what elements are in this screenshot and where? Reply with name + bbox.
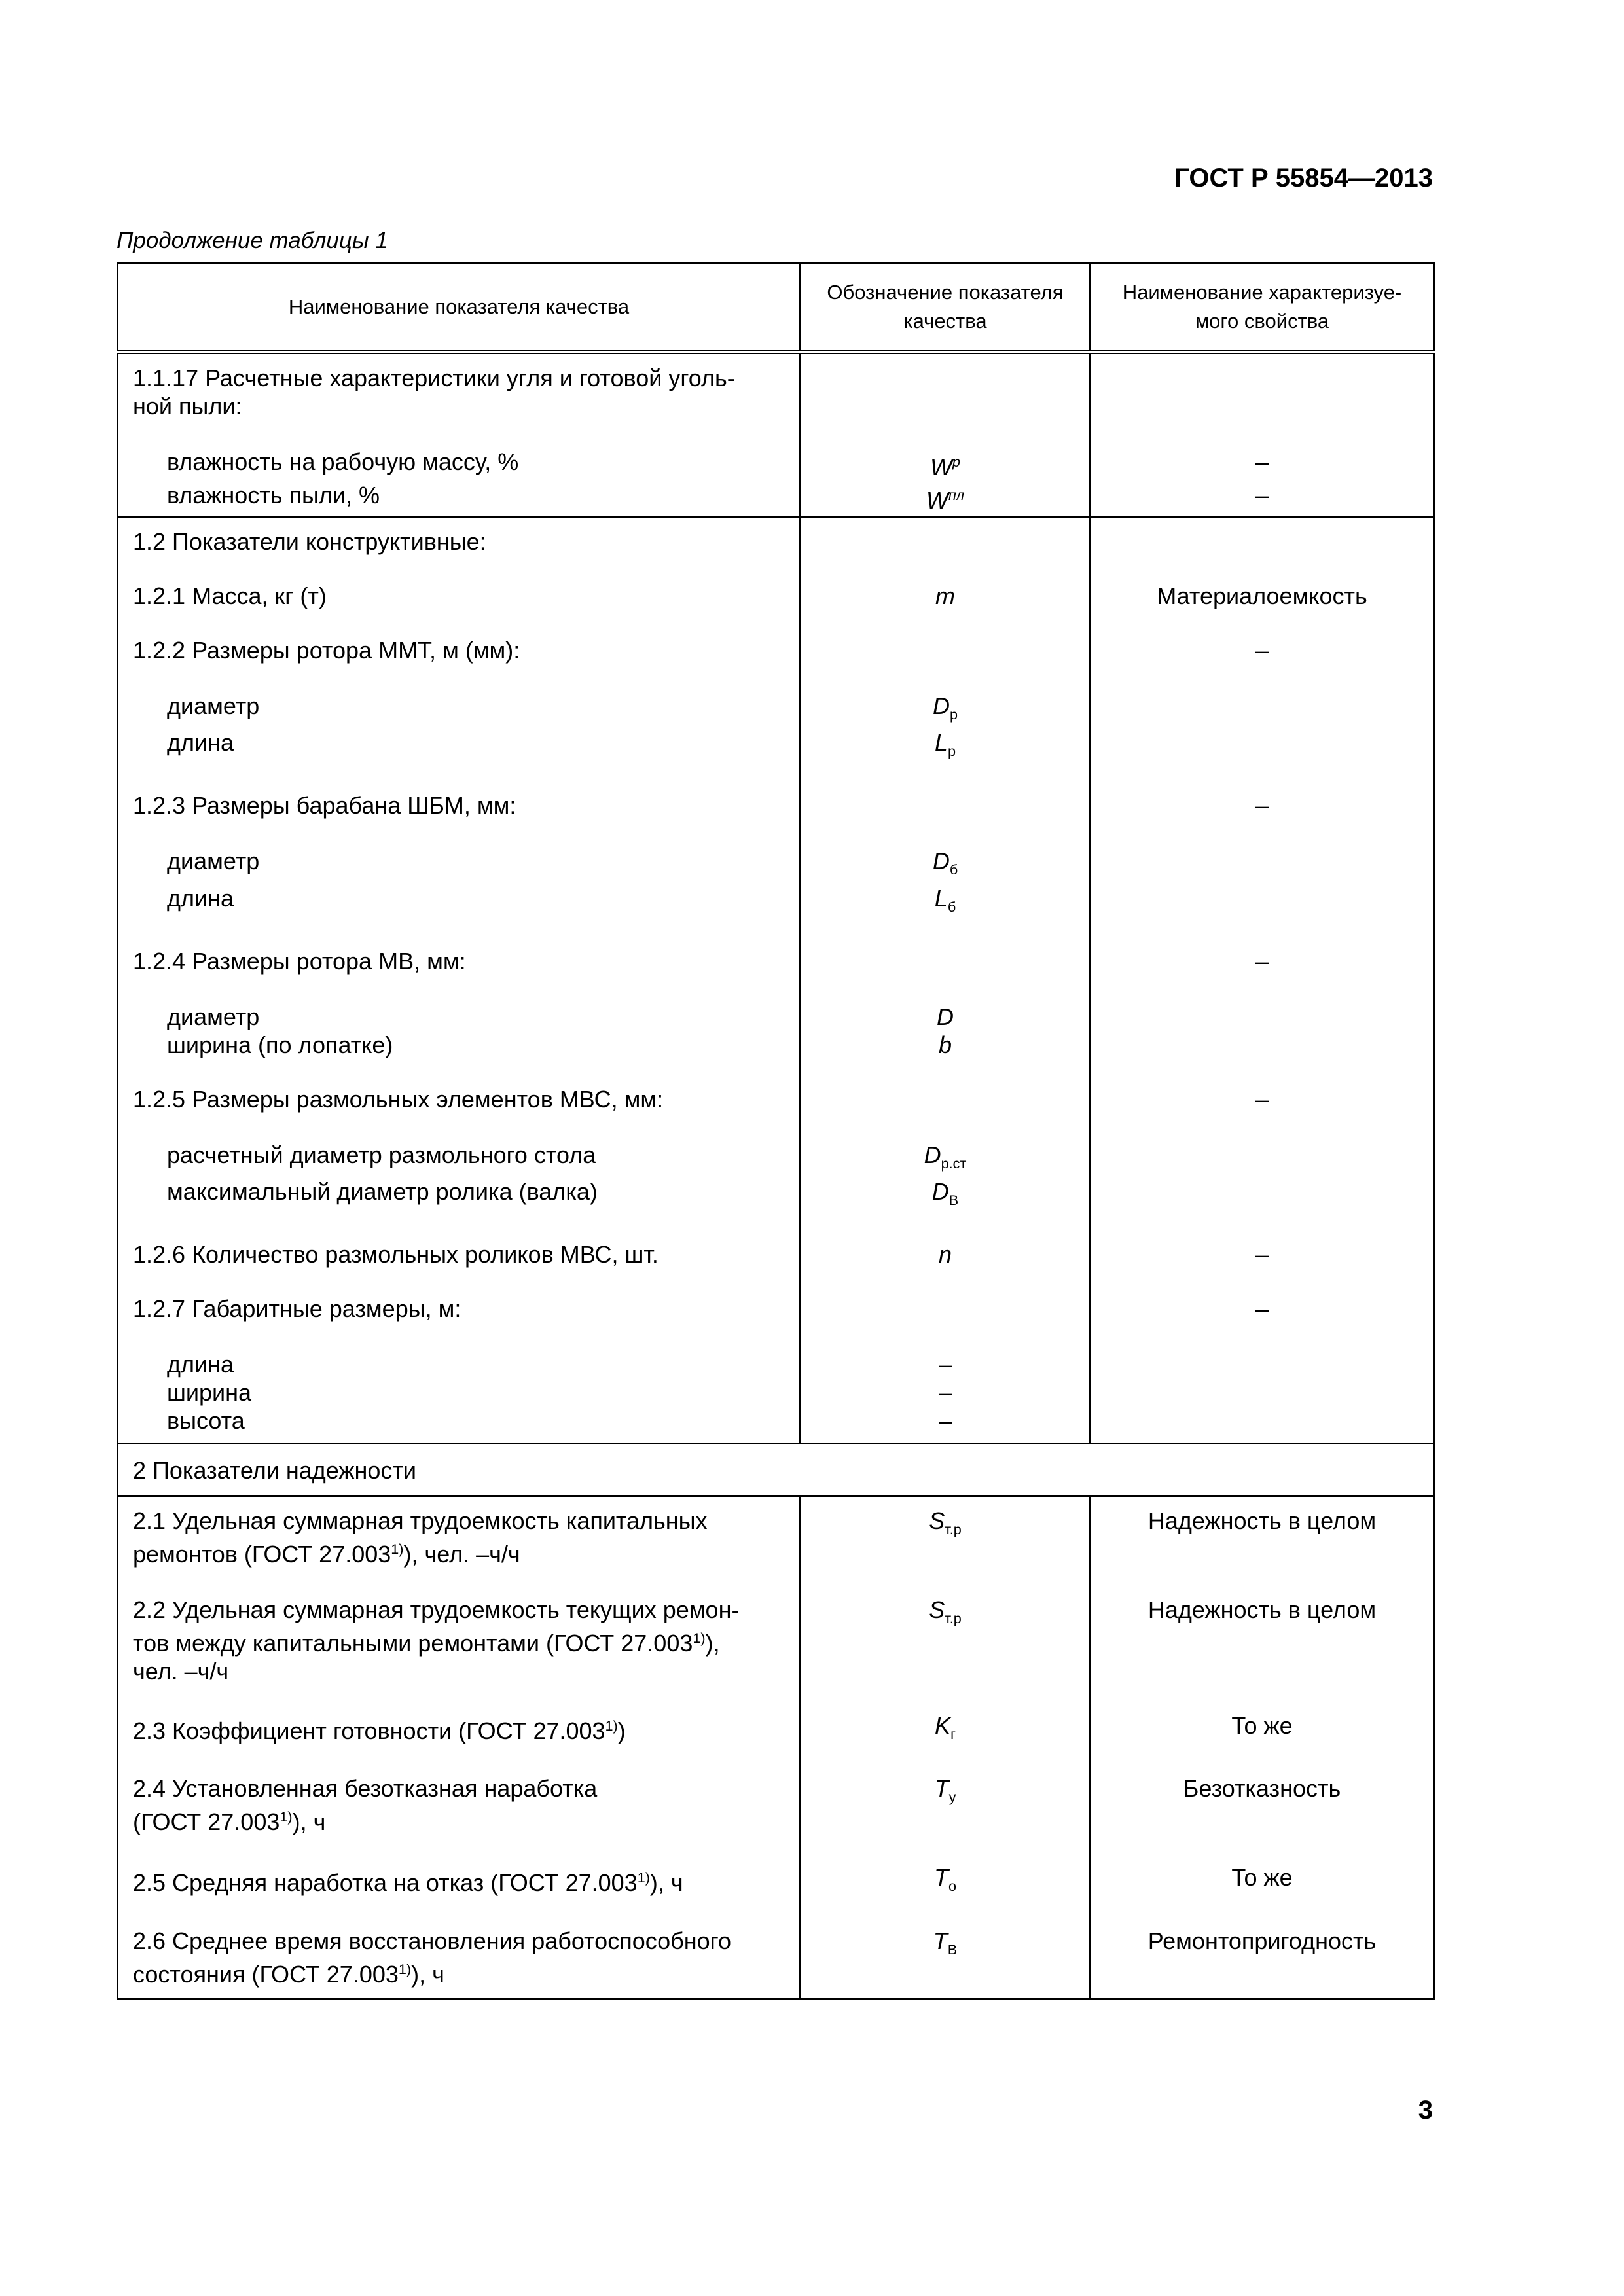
page-number: 3: [1418, 2096, 1433, 2125]
indicator-name: 1.2.4 Размеры ротора МВ, мм:: [133, 947, 466, 975]
indicator-name: 1.2.6 Количество размольных роликов МВС, шт.: [133, 1241, 659, 1268]
indicator-name: 2.5 Средняя наработка на отказ (ГОСТ 27.003$^{1)}$), ч: [133, 1869, 683, 1897]
indicator-name: 2.1 Удельная суммарная трудоемкость капитальных ремонтов (ГОСТ 27.003$^{1)}$), чел. –ч/ч: [133, 1507, 708, 1568]
indicator-name: диаметр: [167, 1003, 260, 1030]
property-name: –: [1255, 792, 1269, 819]
quality-indicators-table: [117, 262, 1435, 2000]
indicator-name: ширина: [167, 1379, 252, 1407]
table-row: [118, 1059, 1434, 1113]
table-header-row: [118, 263, 1434, 352]
section-title: 2 Показатели надежности: [133, 1457, 416, 1484]
table-row: [118, 728, 1434, 765]
table-row: [118, 1378, 1434, 1407]
indicator-name: длина: [167, 1351, 234, 1378]
indicator-symbol: D: [937, 1003, 954, 1030]
table-row: [118, 1568, 1434, 1685]
table-row: [118, 517, 1434, 556]
column-header-symbol: Обозначение показателя качества: [801, 263, 1091, 352]
standard-code: ГОСТ Р 55854—2013: [1174, 164, 1433, 192]
indicator-symbol: n: [938, 1241, 952, 1268]
indicator-name: диаметр: [167, 848, 260, 875]
indicator-symbol: $L_б$: [934, 884, 956, 915]
property-name: –: [1255, 448, 1269, 475]
property-name: –: [1255, 1295, 1269, 1323]
table-row: [118, 420, 1434, 481]
column-header-property: Наименование характеризуе-мого свойства: [1091, 263, 1434, 352]
table-row: [118, 1214, 1434, 1268]
table-row: [118, 1177, 1434, 1214]
table-row: [118, 819, 1434, 884]
table-row: [118, 1031, 1434, 1059]
property-name: –: [1255, 947, 1269, 975]
indicator-name: длина: [167, 729, 234, 757]
indicator-name: 1.2.1 Масса, кг (т): [133, 583, 327, 609]
indicator-symbol: $D_{р.ст}$: [924, 1141, 967, 1172]
indicator-symbol: b: [938, 1031, 952, 1058]
table-row: [118, 1113, 1434, 1177]
table-row: [118, 1444, 1434, 1496]
indicator-symbol: $S_{т.р}$: [929, 1507, 962, 1538]
property-name: Надежность в целом: [1147, 1596, 1377, 1624]
property-name: –: [1255, 637, 1269, 664]
indicator-name: максимальный диаметр ролика (валка): [167, 1177, 598, 1205]
table-caption: Продолжение таблицы 1: [117, 228, 388, 253]
property-name: То же: [1231, 1864, 1293, 1892]
indicator-name: 1.1.17 Расчетные характеристики угля и готовой уголь-ной пыли:: [133, 365, 735, 420]
indicator-name: 1.2.3 Размеры барабана ШБМ, мм:: [133, 792, 516, 819]
property-name: –: [1255, 1241, 1269, 1268]
indicator-name: 2.6 Среднее время восстановления работоспособного состояния (ГОСТ 27.003$^{1)}$), ч: [133, 1927, 732, 1988]
table-row: [118, 664, 1434, 728]
indicator-name: высота: [167, 1407, 245, 1435]
property-name: Надежность в целом: [1147, 1507, 1377, 1535]
indicator-name: 1.2.7 Габаритные размеры, м:: [133, 1295, 461, 1323]
table-row: [118, 975, 1434, 1031]
table-row: [118, 1407, 1434, 1444]
indicator-symbol: m: [935, 583, 955, 609]
table-row: [118, 610, 1434, 664]
property-name: –: [1255, 1085, 1269, 1113]
indicator-name: 1.2.5 Размеры размольных элементов МВС, мм:: [133, 1085, 664, 1113]
indicator-name: 2.4 Установленная безотказная наработка (ГОСТ 27.003$^{1)}$), ч: [133, 1775, 598, 1836]
indicator-symbol: $D_б$: [932, 848, 958, 878]
indicator-symbol: $S_{т.р}$: [929, 1596, 962, 1627]
indicator-symbol: $L_р$: [934, 729, 956, 760]
indicator-symbol: $T_у$: [934, 1775, 956, 1806]
indicator-name: ширина (по лопатке): [167, 1031, 393, 1058]
indicator-symbol: $D_В$: [931, 1177, 959, 1209]
indicator-name: влажность пыли, %: [167, 482, 380, 509]
indicator-symbol: –: [938, 1407, 952, 1435]
indicator-name: расчетный диаметр размольного стола: [167, 1141, 596, 1168]
section-title: 1.2 Показатели конструктивные:: [133, 528, 486, 555]
indicator-name: 1.2.2 Размеры ротора ММТ, м (мм):: [133, 637, 520, 664]
indicator-name: длина: [167, 884, 234, 912]
table-row: [118, 1685, 1434, 1748]
indicator-symbol: $D_р$: [932, 692, 958, 723]
indicator-symbol: $T_В$: [933, 1927, 958, 1958]
property-name: Безотказность: [1183, 1775, 1341, 1803]
indicator-symbol: –: [938, 1379, 952, 1407]
table-row: [118, 1268, 1434, 1323]
indicator-name: диаметр: [167, 692, 260, 719]
table-row: [118, 556, 1434, 610]
property-name: Ремонтопригодность: [1147, 1927, 1377, 1954]
column-header-name: Наименование показателя качества: [118, 263, 801, 352]
property-name: То же: [1231, 1712, 1293, 1740]
indicator-name: влажность на рабочую массу, %: [167, 448, 519, 475]
table-row: [118, 1836, 1434, 1900]
table-row: [118, 1748, 1434, 1836]
table-row: [118, 884, 1434, 921]
property-name: –: [1255, 482, 1269, 509]
table-row: [118, 765, 1434, 819]
table-row: [118, 1323, 1434, 1378]
table-row: [118, 352, 1434, 421]
indicator-name: 2.2 Удельная суммарная трудоемкость текущих ремон- тов между капитальными ремонтами (ГОСТ 27.003$^{1)}$), чел. –ч/ч: [133, 1596, 740, 1685]
indicator-symbol: $K_г$: [935, 1712, 956, 1743]
property-name: Материалоемкость: [1157, 583, 1367, 609]
table-row: [118, 1901, 1434, 1999]
indicator-symbol: $W^{пл}$: [926, 487, 965, 514]
indicator-symbol: –: [938, 1351, 952, 1378]
indicator-name: 2.3 Коэффициент готовности (ГОСТ 27.003$^{1)}$): [133, 1717, 626, 1745]
table-row: [118, 1496, 1434, 1569]
table-row: [118, 921, 1434, 975]
table-row: [118, 481, 1434, 517]
indicator-symbol: $T_о$: [933, 1864, 956, 1895]
indicator-symbol: $W^р$: [930, 454, 960, 480]
